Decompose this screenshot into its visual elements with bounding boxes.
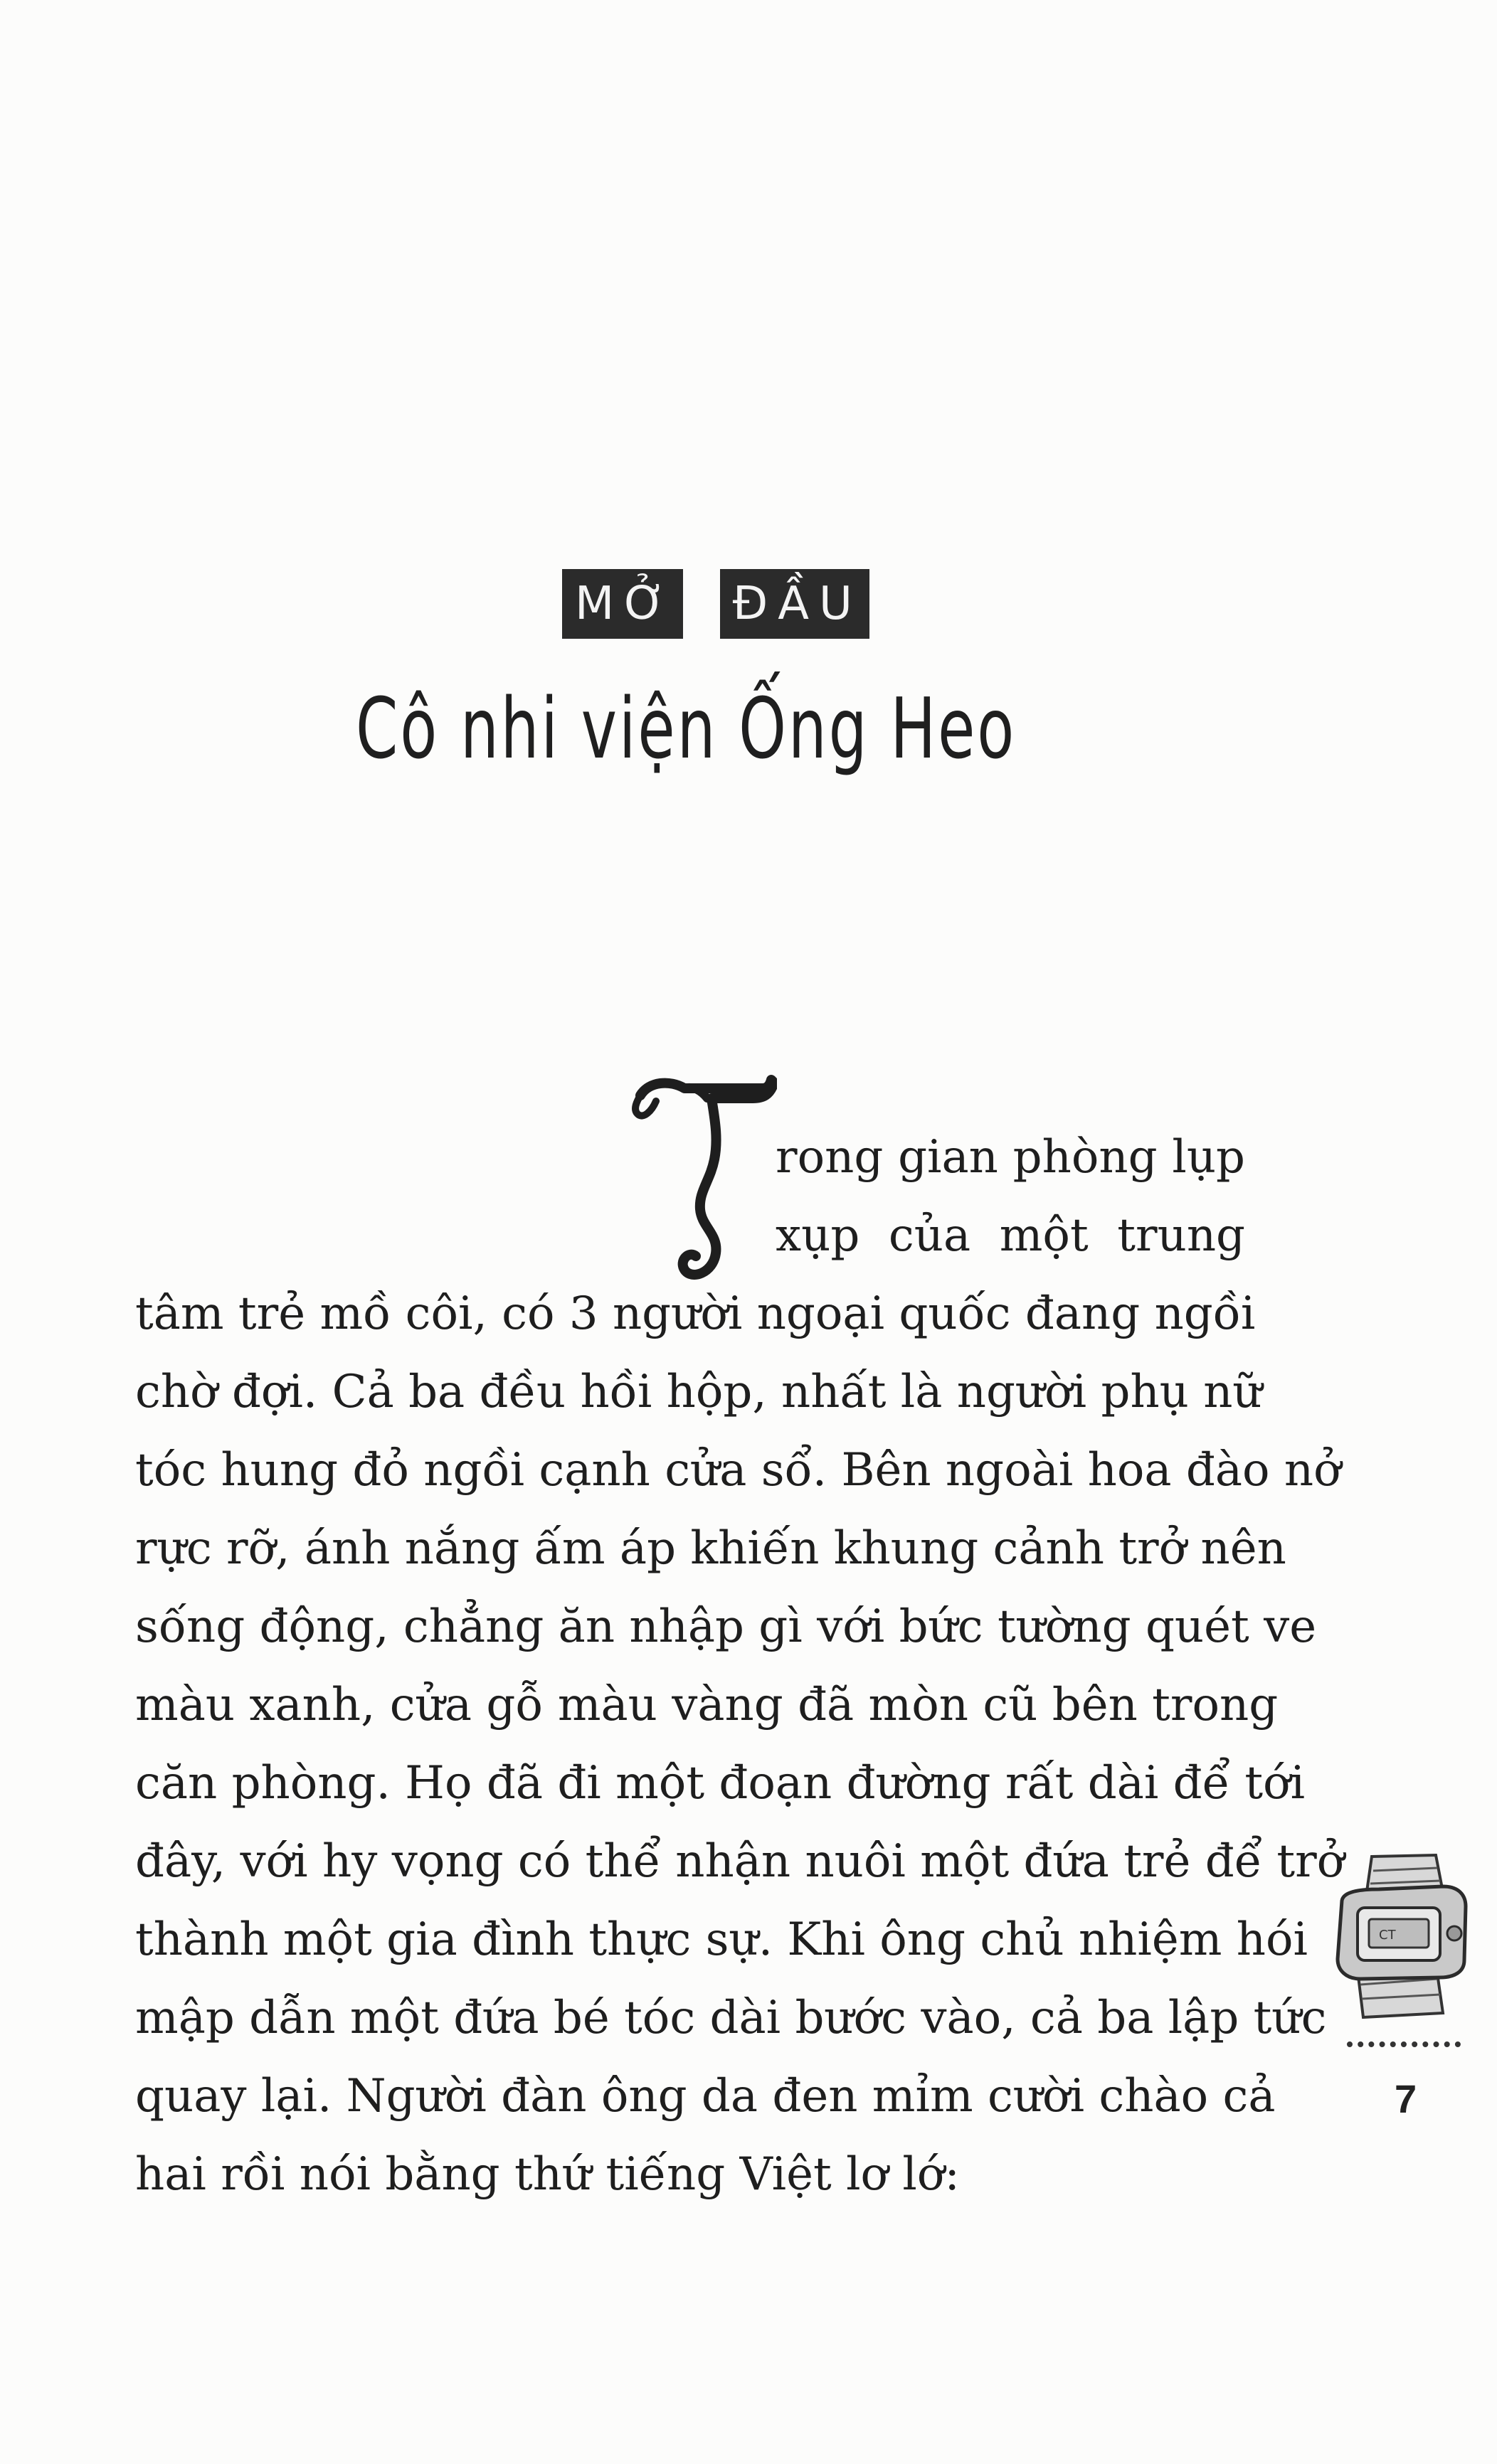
body-line: chờ đợi. Cả ba đều hồi hộp, nhất là người phụ nữ (135, 1366, 1262, 1418)
page-number: 7 (1395, 2076, 1417, 2121)
chapter-label-part2: ĐẦU (720, 569, 869, 639)
chapter-label (562, 569, 869, 639)
body-line: tâm trẻ mồ côi, có 3 người ngoại quốc đang ngồi (135, 1287, 1256, 1340)
body-line: căn phòng. Họ đã đi một đoạn đường rất dài để tới (135, 1757, 1306, 1810)
body-line: màu xanh, cửa gỗ màu vàng đã mòn cũ bên trong (135, 1679, 1279, 1731)
chapter-label-part1: MỞ (562, 569, 683, 639)
body-line: hai rồi nói bằng thứ tiếng Việt lơ lớ: (135, 2148, 960, 2201)
chapter-title: Cô nhi viện Ống Heo (356, 679, 1017, 777)
body-paragraph (135, 1118, 1345, 2214)
body-line: sống động, chẳng ăn nhập gì với bức tường quét ve (135, 1600, 1317, 1653)
body-line: mập dẫn một đứa bé tóc dài bước vào, cả ba lập tức (135, 1992, 1327, 2044)
body-line: xụp của một trung (776, 1209, 1245, 1262)
dotted-rule (1347, 2041, 1461, 2054)
body-line: tóc hung đỏ ngồi cạnh cửa sổ. Bên ngoài hoa đào nở (135, 1444, 1341, 1497)
svg-text:CT: CT (1379, 1928, 1396, 1943)
body-line: quay lại. Người đàn ông da đen mỉm cười chào cả (135, 2070, 1276, 2123)
wristwatch-icon (1329, 1849, 1471, 2020)
body-line: đây, với hy vọng có thể nhận nuôi một đứa trẻ để trở (135, 1835, 1345, 1888)
body-line: rong gian phòng lụp (776, 1131, 1245, 1184)
body-line: thành một gia đình thực sự. Khi ông chủ nhiệm hói (135, 1913, 1308, 1966)
body-line: rực rỡ, ánh nắng ấm áp khiến khung cảnh trở nên (135, 1522, 1286, 1575)
